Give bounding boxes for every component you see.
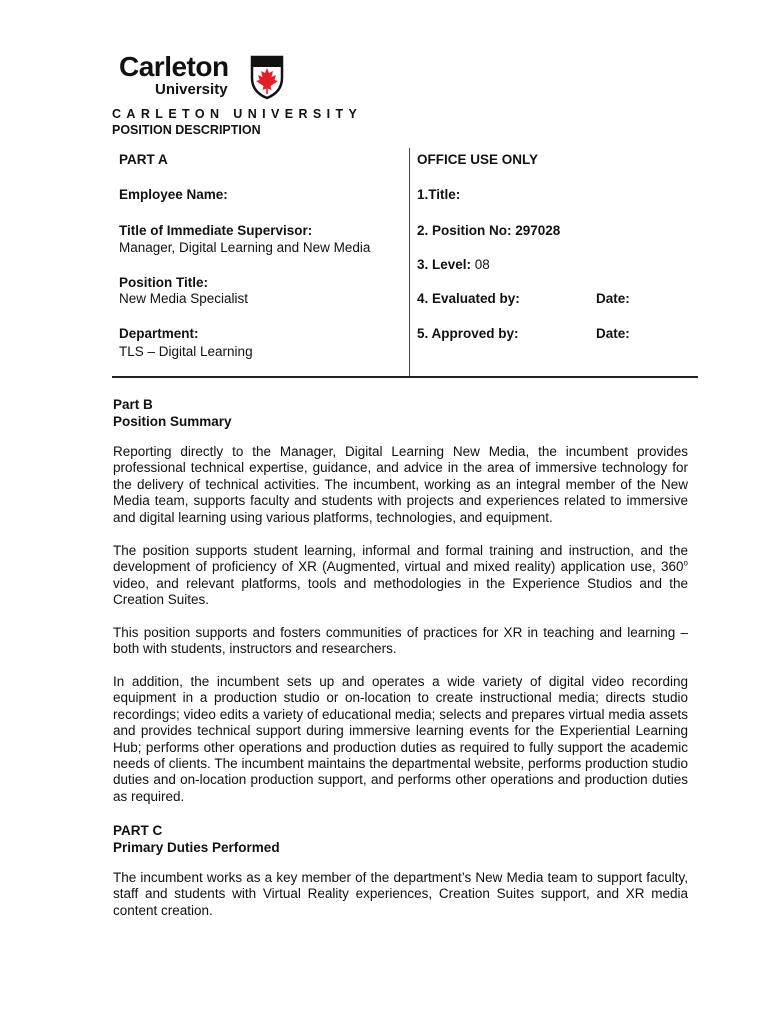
position-no-field (417, 222, 560, 239)
evaluated-by-label: 4. Evaluated by: (417, 291, 520, 306)
part-c-heading: PART C (113, 823, 163, 838)
position-summary-heading: Position Summary (113, 414, 232, 429)
document-title: POSITION DESCRIPTION (112, 123, 261, 137)
position-no-label: 2. Position No: (417, 223, 512, 238)
supervisor-value: Manager, Digital Learning and New Media (119, 240, 371, 255)
maple-leaf-shield-icon (249, 54, 285, 100)
employee-name-label: Employee Name: (119, 187, 228, 202)
primary-duties-heading: Primary Duties Performed (113, 840, 280, 855)
summary-paragraph-2-text-b: video, and relevant platforms, tools and methodologies in the Experience Studios and the Creation Suites. (113, 575, 688, 608)
position-title-label: Position Title: (119, 275, 209, 290)
level-label: 3. Level: (417, 257, 472, 272)
title-label: 1.Title: (417, 187, 461, 202)
supervisor-label: Title of Immediate Supervisor: (119, 223, 313, 238)
department-value: TLS – Digital Learning (119, 344, 253, 359)
level-field (417, 256, 490, 273)
office-use-heading: OFFICE USE ONLY (417, 152, 539, 167)
logo-wordmark-carleton: Carleton (119, 51, 229, 82)
summary-paragraph-2-text-a: The position supports student learning, informal and formal training and instruction, and the development of proficiency of XR (Augmented, virtual and mixed reality) application use, 360 (113, 543, 688, 575)
degree-superscript: o (683, 558, 688, 568)
department-label: Department: (119, 326, 199, 341)
evaluated-date-label: Date: (596, 291, 630, 306)
position-no-value: 297028 (515, 223, 561, 238)
logo-wordmark-university: University (155, 81, 228, 98)
university-heading: CARLETON UNIVERSITY (112, 107, 363, 121)
summary-paragraph-2 (113, 543, 688, 609)
approved-date-label: Date: (596, 326, 630, 341)
summary-paragraph-4: In addition, the incumbent sets up and operates a wide variety of digital video recording equipment in a production studio or on-location to create instructional media; directs studio recordings; video edits a variety of educational media; selects and prepares virtual media assets and provides technical support during immersive learning events for the Experiential Learning Hub; performs other operations and production duties as required to fully support the academic needs of clients. The incumbent maintains the departmental website, performs production studio duties and on-location production support, and performs other operations and production duties as required. (113, 674, 688, 804)
part-a-heading: PART A (119, 152, 168, 167)
part-b-heading: Part B (113, 397, 153, 412)
summary-paragraph-1: Reporting directly to the Manager, Digital Learning New Media, the incumbent provides professional technical expertise, guidance, and advice in the area of immersive technology for the delivery of technical activities. The incumbent, working as an integral member of the New Media team, supports faculty and students with projects and experiences related to immersive and digital learning using various platforms, technologies, and equipment. (113, 444, 688, 525)
level-value: 08 (474, 257, 490, 272)
carleton-logo (119, 52, 289, 102)
duties-paragraph-1: The incumbent works as a key member of the department’s New Media team to support faculty, staff and students with Virtual Reality experiences, Creation Suites support, and XR media content creation. (113, 870, 688, 918)
section-divider (112, 376, 698, 378)
summary-paragraph-3: This position supports and fosters communities of practices for XR in teaching and learning – both with students, instructors and researchers. (113, 625, 688, 657)
column-divider (409, 148, 410, 377)
position-title-value: New Media Specialist (119, 291, 249, 306)
approved-by-label: 5. Approved by: (417, 326, 519, 341)
